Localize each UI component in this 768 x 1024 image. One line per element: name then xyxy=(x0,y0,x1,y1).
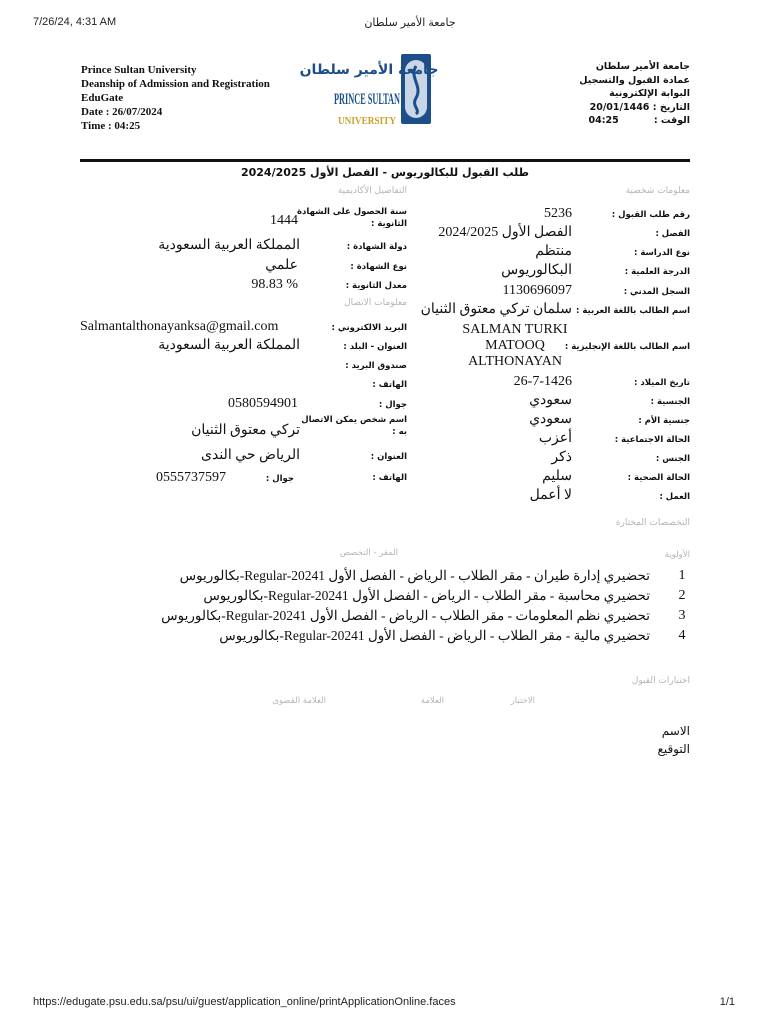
field-value: علمي xyxy=(265,258,298,273)
field-label: اسم الطالب باللغة الإنجليزية : xyxy=(564,342,690,352)
field-value: 1130696097 xyxy=(502,283,572,298)
form-title: طلب القبول للبكالوريوس - الفصل الأول 2024/2025 xyxy=(240,166,530,179)
print-datetime: 7/26/24, 4:31 AM xyxy=(33,16,117,28)
academic-section-title: التفاصيل الأكاديمية xyxy=(337,186,407,196)
field-value: سلمان تركي معتوق الثنيان xyxy=(420,302,572,317)
field-label: نوع الدراسة : xyxy=(634,248,690,258)
field-value: 26-7-1426 xyxy=(513,374,572,389)
print-url: https://edugate.psu.edu.sa/psu/ui/guest/application_online/printApplicationOnline.faces xyxy=(33,996,456,1008)
field-label: رقم طلب القبول : xyxy=(611,210,690,220)
field-label: العمل : xyxy=(659,492,690,502)
logo-arabic-text: جامعة الأمير سلطان xyxy=(299,62,439,78)
field-label: الجنسية : xyxy=(650,397,690,407)
field-value: 1444 xyxy=(270,213,298,228)
field-label: معدل الثانوية : xyxy=(345,281,407,291)
header-date-ar: التاريخ : 20/01/1446 xyxy=(589,101,690,113)
specializations-section-title: التخصصات المختارة xyxy=(615,518,690,528)
name-label: الاسم xyxy=(661,724,690,738)
field-value: البكالوريوس xyxy=(501,263,572,278)
field-label: العنوان : xyxy=(370,452,407,462)
field-value: ذكر xyxy=(551,450,572,465)
field-label: الحالة الصحية : xyxy=(627,473,690,483)
university-name-en: Prince Sultan University xyxy=(81,64,197,76)
priority-number: 2 xyxy=(678,588,686,603)
field-label: سنة الحصول على الشهادة الثانوية : xyxy=(297,207,407,229)
contact-section-title: معلومات الاتصال xyxy=(344,298,407,308)
field-value: تركي معتوق الثنيان xyxy=(191,423,300,438)
field-value: 0580594901 xyxy=(228,396,298,411)
field-label: الحالة الاجتماعية : xyxy=(614,435,690,445)
field-label: نوع الشهادة : xyxy=(350,262,407,272)
score-column-header: العلامة xyxy=(420,696,444,706)
specialization-column-header: المقر - التخصص xyxy=(339,548,398,558)
field-value: سعودي xyxy=(529,412,572,427)
priority-number: 4 xyxy=(678,628,686,643)
field-value: المملكة العربية السعودية xyxy=(158,338,300,353)
field-value: 0555737597 xyxy=(156,470,226,485)
specialization-text: تحضيري إدارة طيران - مقر الطلاب - الرياض - الفصل الأول Regular-20241-بكالوريوس xyxy=(179,568,650,583)
field-label: جوال : xyxy=(378,400,407,410)
field-label: اسم شخص يمكن الاتصال به : xyxy=(301,415,407,437)
specialization-text: تحضيري نظم المعلومات - مقر الطلاب - الرياض - الفصل الأول Regular-20241-بكالوريوس xyxy=(161,608,650,623)
field-value: سليم xyxy=(542,469,572,484)
field-label: دولة الشهادة : xyxy=(346,242,407,252)
field-value: منتظم xyxy=(535,244,572,259)
field-label: اسم الطالب باللغة العربية : xyxy=(576,306,690,316)
field-label: السجل المدني : xyxy=(623,287,690,297)
table-row xyxy=(80,568,690,588)
max-score-column-header: العلامة القصوى xyxy=(272,696,326,706)
field-label: الهاتف : xyxy=(372,380,407,390)
table-row xyxy=(80,628,690,648)
print-page-title: جامعة الأمير سلطان xyxy=(364,17,456,29)
field-value: المملكة العربية السعودية xyxy=(158,238,300,253)
header-time-en: Time : 04:25 xyxy=(81,120,141,132)
header-date-en: Date : 26/07/2024 xyxy=(81,106,163,118)
field-value: 5236 xyxy=(544,206,572,221)
priority-number: 3 xyxy=(678,608,686,623)
university-name-ar: جامعة الأمير سلطان xyxy=(595,61,690,72)
field-label: البريد الالكتروني : xyxy=(331,323,407,333)
field-value: سعودي xyxy=(529,393,572,408)
field-label: جوال : xyxy=(265,474,294,484)
test-column-header: الاختبار xyxy=(510,696,535,706)
deanship-name-ar: عمادة القبول والتسجيل xyxy=(579,74,690,86)
signature-label: التوقيع xyxy=(657,742,690,756)
field-value: 98.83 % xyxy=(251,277,298,292)
print-page-count: 1/1 xyxy=(719,996,735,1008)
tests-section-title: اختبارات القبول xyxy=(631,676,690,686)
priority-number: 1 xyxy=(678,568,686,583)
logo-name-text: PRINCE SULTAN xyxy=(334,91,401,108)
personal-section-title: معلومات شخصية xyxy=(625,186,690,196)
priority-column-header: الأولوية xyxy=(664,550,690,560)
field-label: الهاتف : xyxy=(372,473,407,483)
header-divider xyxy=(80,159,690,162)
deanship-name-en: Deanship of Admission and Registration xyxy=(81,78,270,90)
header-english xyxy=(81,63,270,133)
field-label: صندوق البريد : xyxy=(345,361,407,371)
table-row xyxy=(80,608,690,628)
specialization-text: تحضيري مالية - مقر الطلاب - الرياض - الفصل الأول Regular-20241-بكالوريوس xyxy=(219,628,650,643)
field-value-email: Salmantalthonayanksa@gmail.com xyxy=(80,319,279,334)
field-value: أعزب xyxy=(538,431,572,446)
field-label: جنسية الأم : xyxy=(638,416,690,426)
header-arabic xyxy=(579,60,690,128)
university-logo xyxy=(299,52,439,142)
header-time-ar: الوقت : 04:25 xyxy=(588,115,690,126)
field-label: الجنس : xyxy=(655,454,690,464)
field-label: تاريخ الميلاد : xyxy=(633,378,690,388)
portal-name-ar: البوابة الإلكترونية xyxy=(609,88,690,99)
portal-name-en: EduGate xyxy=(81,92,124,104)
field-value: لا أعمل xyxy=(529,488,572,503)
field-label: الدرجة العلمية : xyxy=(624,267,690,277)
field-value: الفصل الأول 2024/2025 xyxy=(438,225,572,240)
table-row xyxy=(80,588,690,608)
field-label: العنوان - البلد : xyxy=(343,342,407,352)
field-value-english-name: SALMAN TURKI MATOOQ ALTHONAYAN xyxy=(462,322,568,369)
field-value: الرياض حي الندى xyxy=(201,448,300,463)
field-label: الفصل : xyxy=(655,229,690,239)
specialization-text: تحضيري محاسبة - مقر الطلاب - الرياض - الفصل الأول Regular-20241-بكالوريوس xyxy=(203,588,650,603)
logo-sub-text: UNIVERSITY xyxy=(338,115,397,127)
